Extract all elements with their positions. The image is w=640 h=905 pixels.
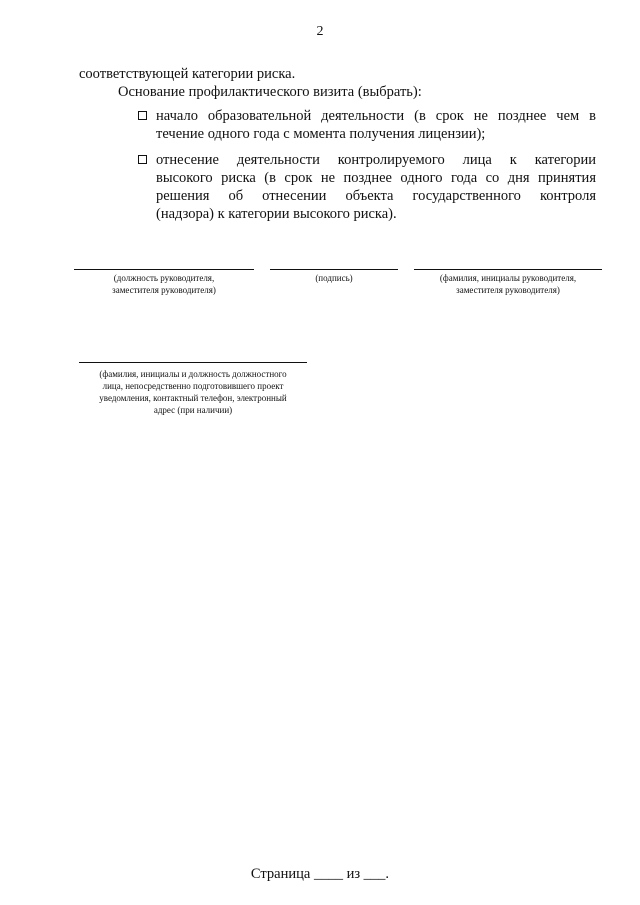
page-number: 2 [316,24,324,39]
name-caption: (фамилия, инициалы руководителя, заместителя руководителя) [439,273,577,295]
name-signature-line [414,269,602,270]
option-2-line-1: отнесение деятельности контролируемого лица к категории [156,152,596,168]
option-2-checkbox[interactable] [138,155,147,164]
position-caption: (должность руководителя, заместителя руководителя) [112,273,216,295]
basis-heading: Основание профилактического визита (выбрать): [118,84,422,100]
page-footer: Страница ____ из ___. [250,866,390,882]
continuation-text: соответствующей категории риска. [79,66,296,82]
preparer-line [79,362,307,363]
option-1-line-1: начало образовательной деятельности (в срок не позднее чем в [156,108,596,124]
option-2-line-2: высокого риска (в срок не позднее одного года со дня принятия [156,170,596,186]
option-2-line-4: (надзора) к категории высокого риска). [156,206,397,222]
position-signature-line [74,269,254,270]
signature-line [270,269,398,270]
option-2-line-3: решения об отнесении объекта государственного контроля [156,188,596,204]
signature-caption: (подпись) [315,273,353,283]
option-1-checkbox[interactable] [138,111,147,120]
option-1-line-2: течение одного года с момента получения лицензии); [156,126,486,142]
preparer-caption: (фамилия, инициалы и должность должностного лица, непосредственно подготовившего проект уведомления, контактный телефон, электронный адрес (при наличии) [99,369,287,415]
